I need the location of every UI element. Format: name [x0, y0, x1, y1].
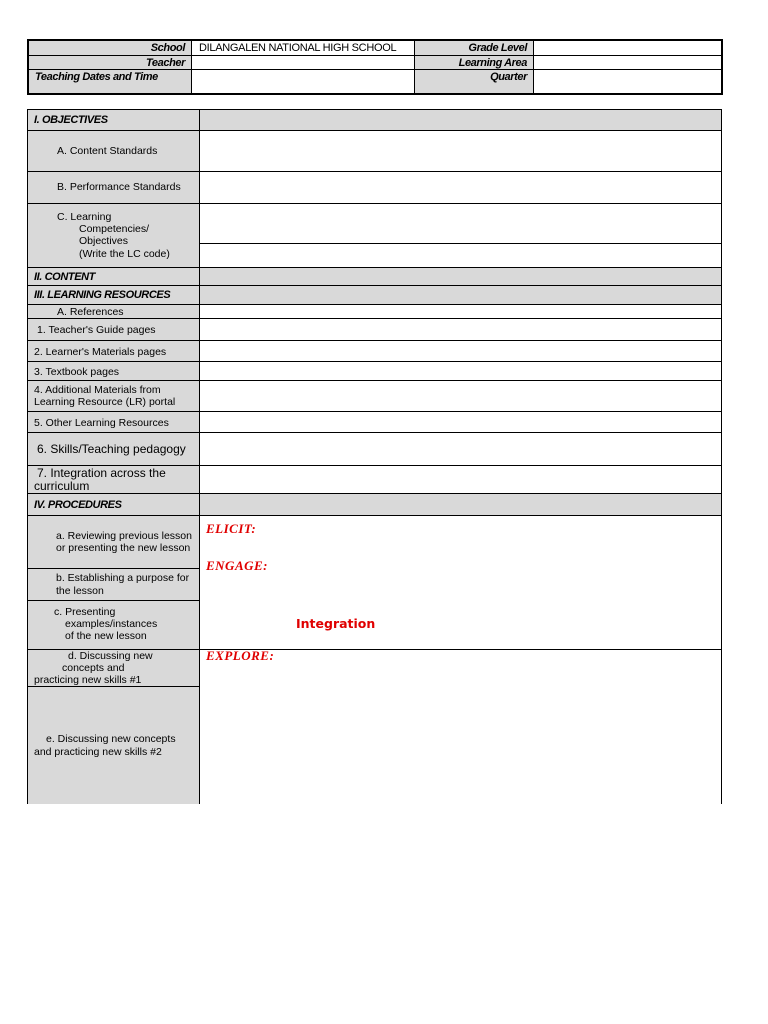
- header-table: [27, 39, 723, 95]
- learning-area-field[interactable]: [534, 56, 721, 70]
- quarter-field[interactable]: [534, 70, 721, 93]
- additional-materials-label: 4. Additional Materials from Learning Resource (LR) portal: [28, 381, 200, 412]
- discussing-concepts-2-label: e. Discussing new concepts and practicing new skills #2: [28, 687, 200, 804]
- grade-level-field[interactable]: [534, 41, 721, 56]
- teacher-field[interactable]: [192, 56, 415, 70]
- learning-competencies-field[interactable]: [200, 204, 721, 244]
- explore-field[interactable]: [200, 650, 721, 804]
- elicit-label: ELICIT:: [206, 521, 257, 536]
- skills-pedagogy-label: 6. Skills/Teaching pedagogy: [28, 433, 200, 466]
- textbook-pages-field[interactable]: [200, 362, 721, 381]
- lesson-plan-table: [27, 109, 722, 804]
- teachers-guide-field[interactable]: [200, 319, 721, 341]
- integration-curriculum-label: 7. Integration across the curriculum: [28, 466, 200, 494]
- learning-area-label: Learning Area: [415, 56, 534, 70]
- discussing-concepts-1-label: d. Discussing new concepts and practicing new skills #1: [28, 650, 200, 687]
- integration-curriculum-field[interactable]: [200, 466, 721, 494]
- procedures-section-title: IV. PROCEDURES: [28, 494, 200, 516]
- school-field[interactable]: DILANGALEN NATIONAL HIGH SCHOOL: [192, 41, 415, 56]
- objectives-header-field: [200, 110, 721, 131]
- learning-resources-header-field: [200, 286, 721, 305]
- learning-resources-section-title: III. LEARNING RESOURCES: [28, 286, 200, 305]
- presenting-examples-label: c. Presenting examples/instances of the new lesson: [28, 601, 200, 650]
- grade-level-label: Grade Level: [415, 41, 534, 56]
- textbook-pages-label: 3. Textbook pages: [28, 362, 200, 381]
- integration-label: Integration: [296, 616, 376, 631]
- explore-label: EXPLORE:: [206, 648, 275, 663]
- other-resources-label: 5. Other Learning Resources: [28, 412, 200, 433]
- skills-pedagogy-field[interactable]: [200, 433, 721, 466]
- teachers-guide-label: 1. Teacher's Guide pages: [28, 319, 200, 341]
- school-label: School: [29, 41, 192, 56]
- learners-materials-label: 2. Learner's Materials pages: [28, 341, 200, 362]
- content-standards-field[interactable]: [200, 131, 721, 172]
- procedures-header-field: [200, 494, 721, 516]
- learning-competencies-label: C. Learning Competencies/ Objectives (Write the LC code): [28, 204, 200, 268]
- performance-standards-label: B. Performance Standards: [28, 172, 200, 204]
- teacher-label: Teacher: [29, 56, 192, 70]
- objectives-section-title: I. OBJECTIVES: [28, 110, 200, 131]
- teaching-dates-field[interactable]: [192, 70, 415, 93]
- learners-materials-field[interactable]: [200, 341, 721, 362]
- content-standards-label: A. Content Standards: [28, 131, 200, 172]
- other-resources-field[interactable]: [200, 412, 721, 433]
- lc-code-field[interactable]: [200, 244, 721, 268]
- engage-label: ENGAGE:: [206, 558, 269, 573]
- establishing-purpose-label: b. Establishing a purpose for the lesson: [28, 569, 200, 601]
- content-field[interactable]: [200, 268, 721, 286]
- reviewing-lesson-label: a. Reviewing previous lesson or presenting the new lesson: [28, 516, 200, 569]
- quarter-label: Quarter: [415, 70, 534, 93]
- teaching-dates-label: Teaching Dates and Time: [29, 70, 192, 93]
- additional-materials-field[interactable]: [200, 381, 721, 412]
- references-field[interactable]: [200, 305, 721, 319]
- performance-standards-field[interactable]: [200, 172, 721, 204]
- content-section-title: II. CONTENT: [28, 268, 200, 286]
- elicit-engage-field[interactable]: [200, 516, 721, 650]
- references-label: A. References: [28, 305, 200, 319]
